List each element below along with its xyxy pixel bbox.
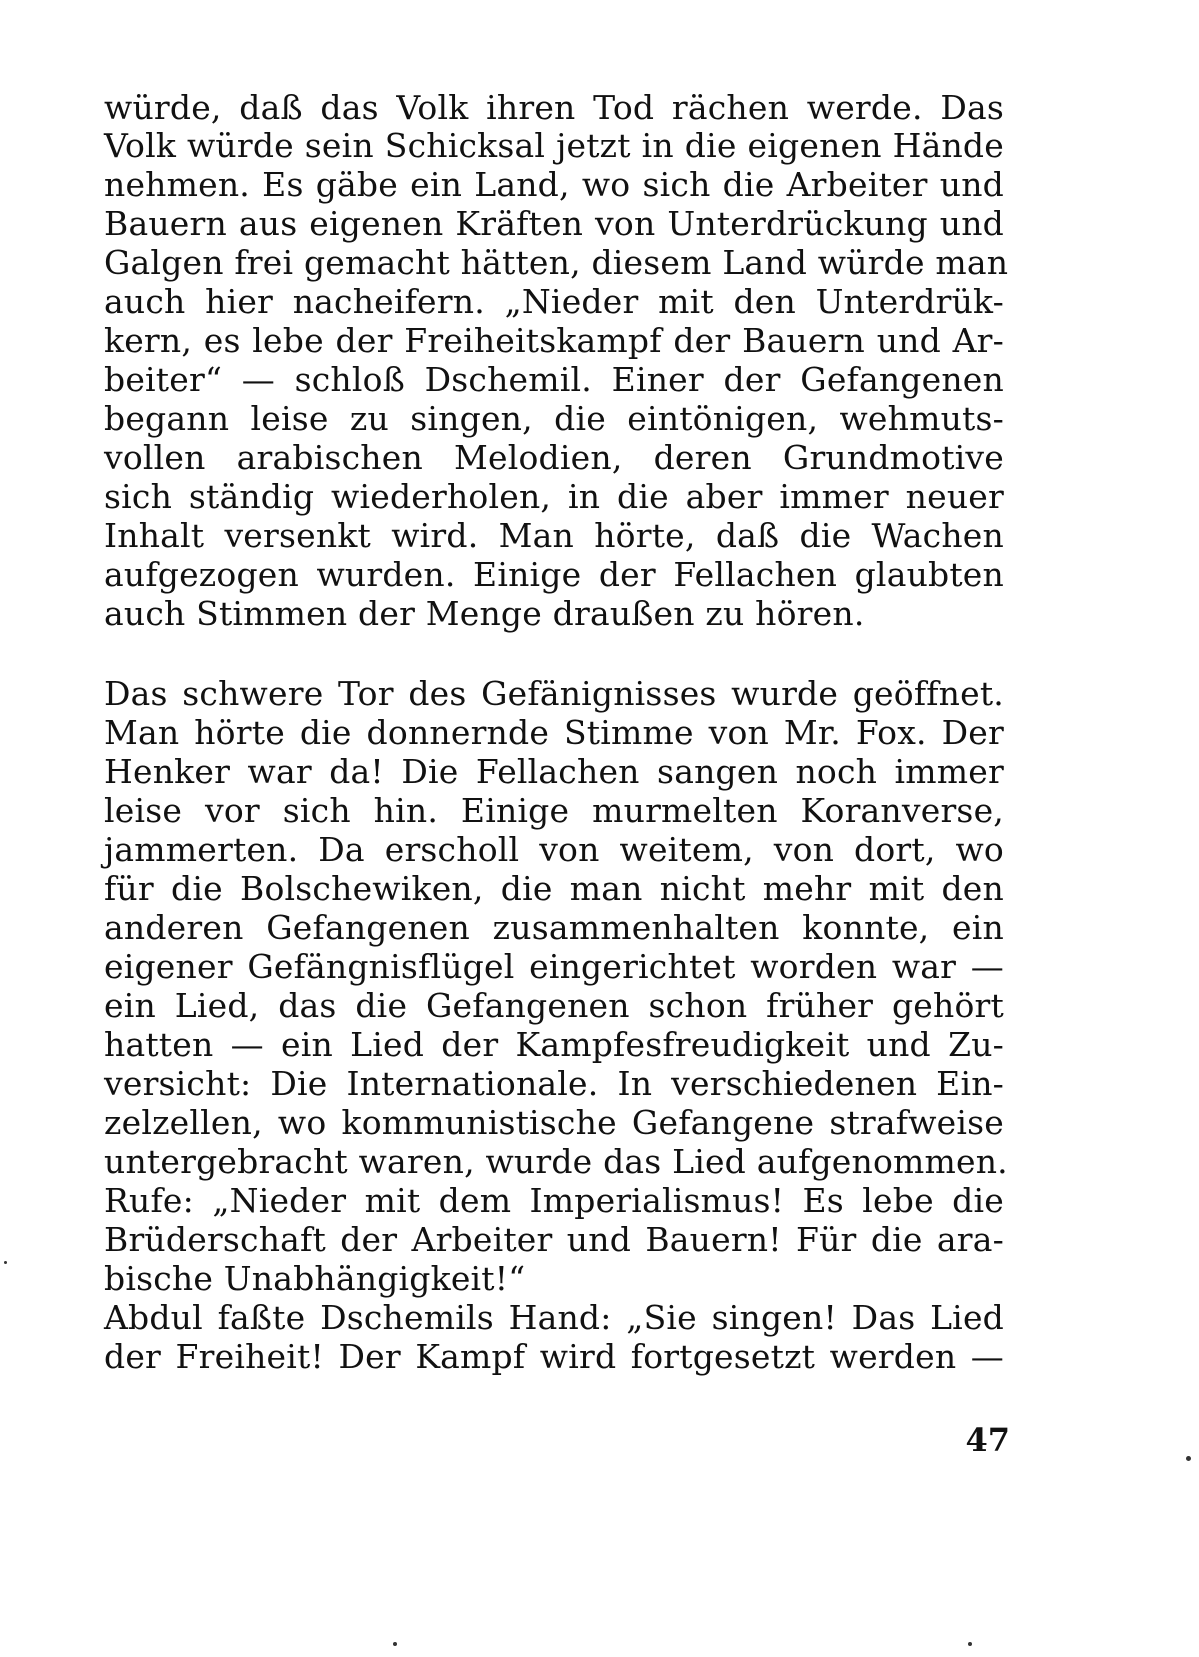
text-line: Brüderschaft der Arbeiter und Bauern! Für die ara- bbox=[104, 1220, 1004, 1259]
scan-speck bbox=[393, 1642, 397, 1646]
text-line: bische Unabhängigkeit!“ bbox=[104, 1259, 526, 1298]
text-line: anderen Gefangenen zusammenhalten konnte, ein bbox=[104, 908, 1004, 947]
text-line: kern, es lebe der Freiheitskampf der Bauern und Ar- bbox=[104, 321, 1004, 360]
scan-speck bbox=[1186, 1456, 1191, 1461]
text-line: der Freiheit! Der Kampf wird fortgesetzt werden — bbox=[104, 1337, 1004, 1376]
text-line: beiter“ — schloß Dschemil. Einer der Gefangenen bbox=[104, 360, 1004, 399]
text-line: begann leise zu singen, die eintönigen, wehmuts- bbox=[104, 399, 1004, 438]
text-line: sich ständig wiederholen, in die aber immer neuer bbox=[104, 477, 1004, 516]
text-line: vollen arabischen Melodien, deren Grundmotive bbox=[104, 438, 1004, 477]
text-line: auch hier nacheifern. „Nieder mit den Unterdrük- bbox=[104, 282, 1004, 321]
text-line: Rufe: „Nieder mit dem Imperialismus! Es lebe die bbox=[104, 1181, 1004, 1220]
page-number: 47 bbox=[965, 1421, 1010, 1459]
text-line: Abdul faßte Dschemils Hand: „Sie singen! Das Lied bbox=[104, 1298, 1004, 1337]
text-line: Volk würde sein Schicksal jetzt in die eigenen Hände bbox=[104, 126, 1004, 165]
text-line: ein Lied, das die Gefangenen schon früher gehört bbox=[104, 986, 1004, 1025]
text-line: Das schwere Tor des Gefänignisses wurde geöffnet. bbox=[104, 674, 1004, 713]
text-line: hatten — ein Lied der Kampfesfreudigkeit und Zu- bbox=[104, 1025, 1004, 1064]
scan-speck bbox=[968, 1642, 972, 1646]
text-line: nehmen. Es gäbe ein Land, wo sich die Arbeiter und bbox=[104, 165, 1004, 204]
text-line: Henker war da! Die Fellachen sangen noch immer bbox=[104, 752, 1004, 791]
text-line: eigener Gefängnisflügel eingerichtet worden war — bbox=[104, 947, 1004, 986]
text-line: Inhalt versenkt wird. Man hörte, daß die Wachen bbox=[104, 516, 1004, 555]
text-line: jammerten. Da erscholl von weitem, von dort, wo bbox=[104, 830, 1004, 869]
text-line: leise vor sich hin. Einige murmelten Koranverse, bbox=[104, 791, 1004, 830]
text-line: Man hörte die donnernde Stimme von Mr. Fox. Der bbox=[104, 713, 1004, 752]
text-line: aufgezogen wurden. Einige der Fellachen glaubten bbox=[104, 555, 1004, 594]
scan-speck bbox=[4, 1261, 7, 1264]
text-line: würde, daß das Volk ihren Tod rächen werde. Das bbox=[104, 88, 1004, 127]
text-line: für die Bolschewiken, die man nicht mehr mit den bbox=[104, 869, 1004, 908]
text-line: auch Stimmen der Menge draußen zu hören. bbox=[104, 594, 865, 633]
text-line: Bauern aus eigenen Kräften von Unterdrückung und bbox=[104, 204, 1004, 243]
text-line: versicht: Die Internationale. In verschiedenen Ein- bbox=[104, 1064, 1004, 1103]
text-line: untergebracht waren, wurde das Lied aufgenommen. bbox=[104, 1142, 1008, 1181]
text-line: Galgen frei gemacht hätten, diesem Land würde man bbox=[104, 243, 1009, 282]
text-line: zelzellen, wo kommunistische Gefangene strafweise bbox=[104, 1103, 1004, 1142]
